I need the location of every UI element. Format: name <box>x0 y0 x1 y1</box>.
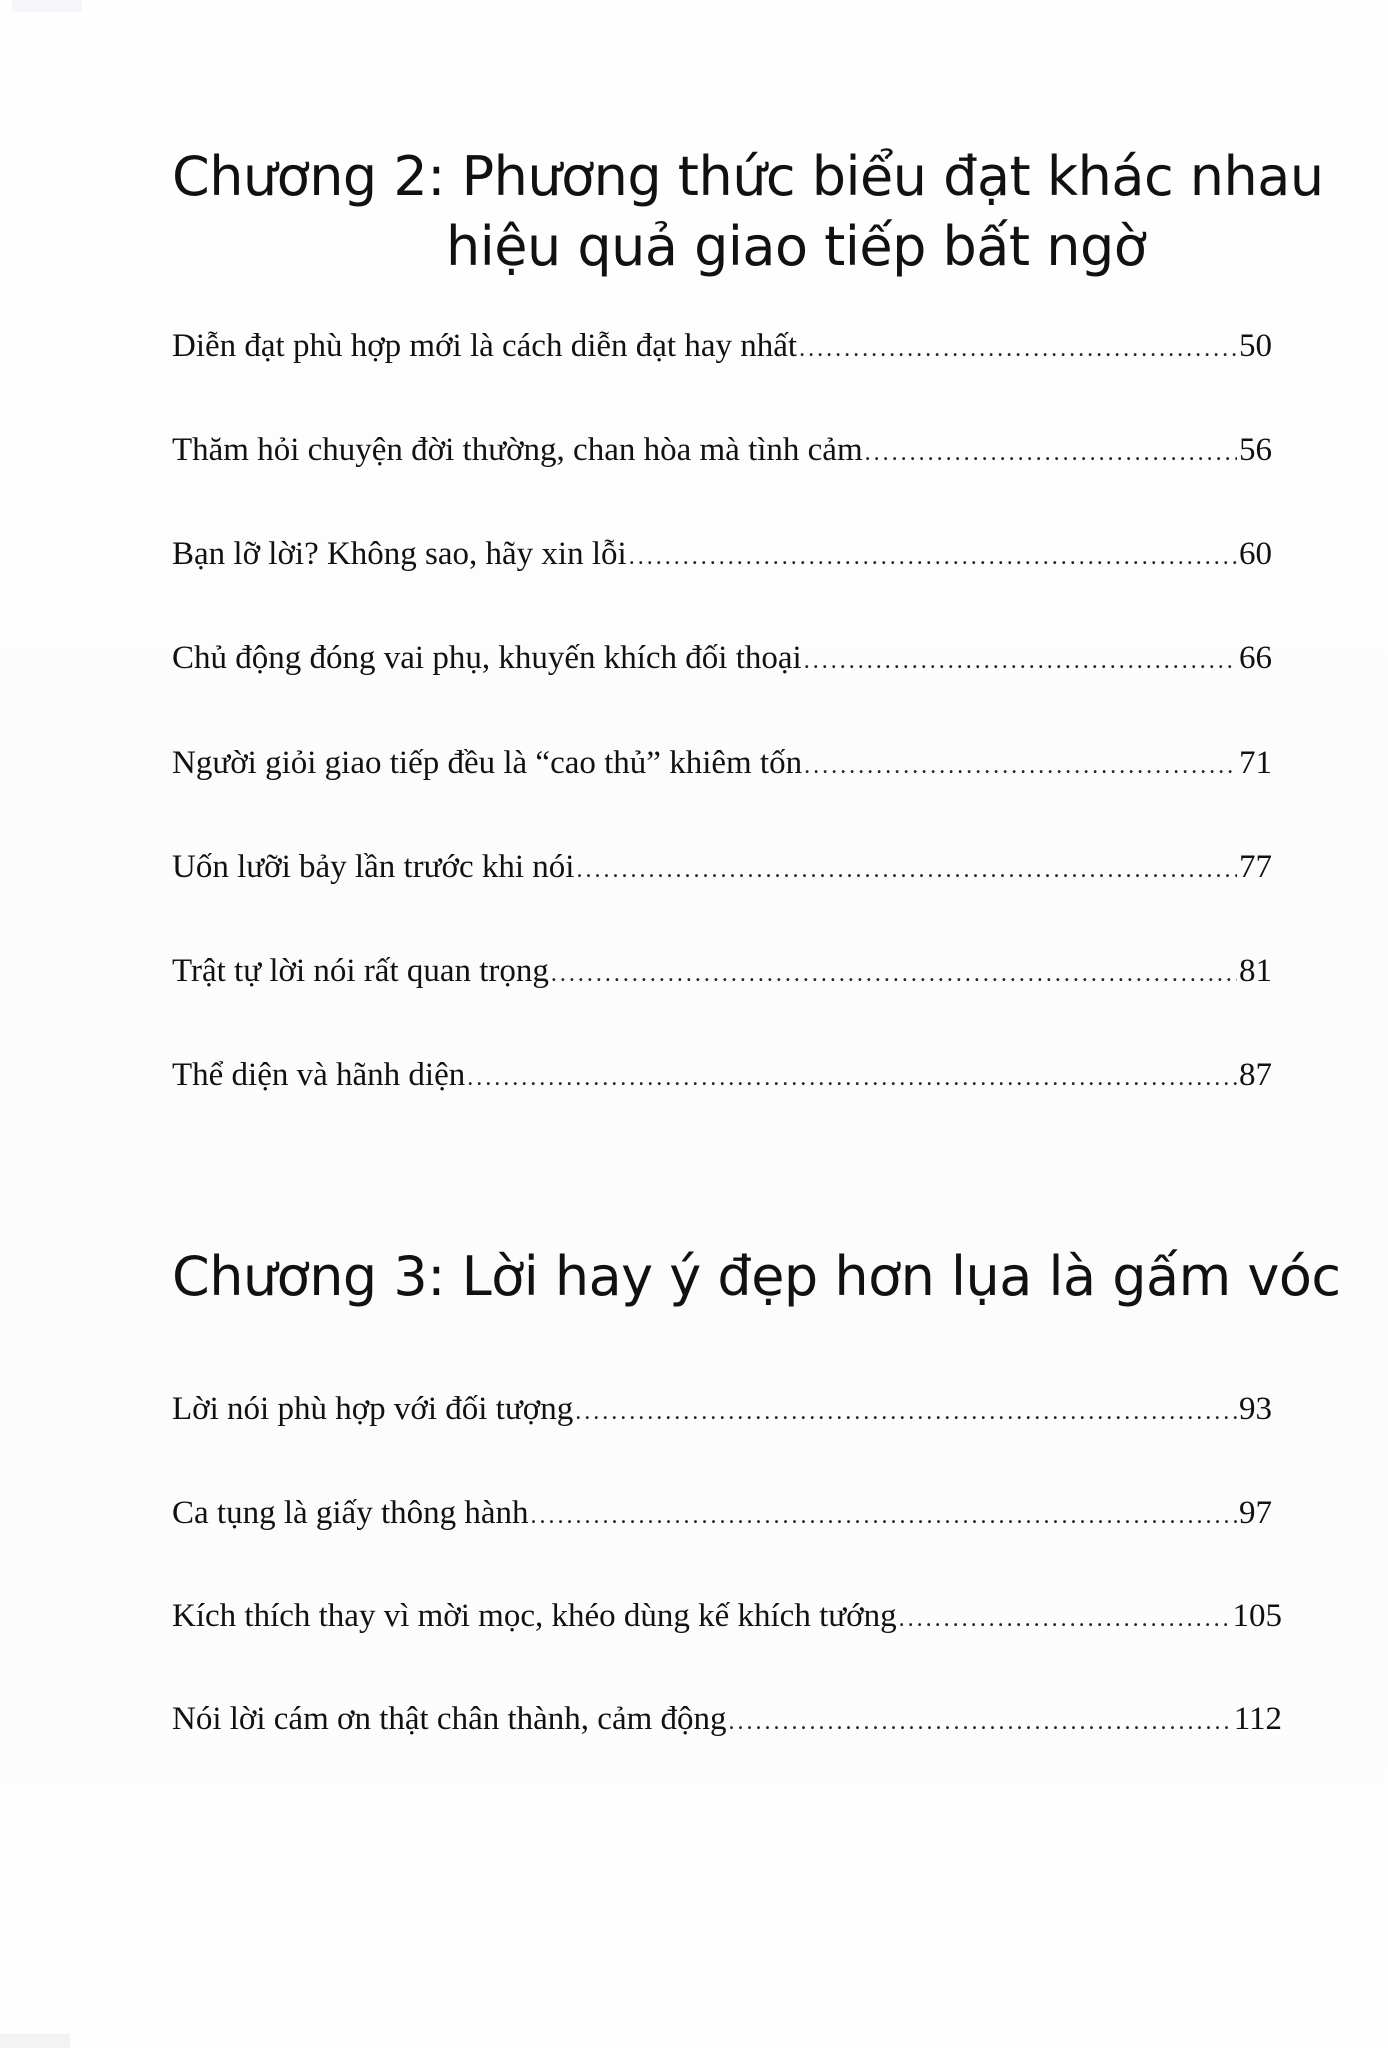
dot-leader <box>899 1605 1231 1634</box>
dot-leader <box>551 960 1237 989</box>
toc-entry[interactable] <box>172 744 1272 784</box>
chapter-3-heading: Chương 3: Lời hay ý đẹp hơn lụa là gấm vóc <box>172 1245 1341 1308</box>
entry-title: Người giỏi giao tiếp đều là “cao thủ” khiêm tốn <box>172 745 803 781</box>
page-number: 66 <box>1239 640 1272 676</box>
toc-entry[interactable] <box>172 848 1272 888</box>
dot-leader <box>865 439 1237 468</box>
toc-entry[interactable] <box>172 1390 1272 1430</box>
dot-leader <box>804 752 1237 781</box>
entry-title: Kích thích thay vì mời mọc, khéo dùng kế khích tướng <box>172 1598 897 1634</box>
page-number: 81 <box>1239 953 1272 989</box>
toc-entry[interactable] <box>172 1056 1272 1096</box>
page-number: 71 <box>1239 745 1272 781</box>
scan-artifact <box>0 2034 70 2048</box>
toc-entry[interactable] <box>172 639 1272 679</box>
toc-entry[interactable] <box>172 1494 1272 1534</box>
dot-leader <box>531 1502 1237 1531</box>
entry-title: Uốn lưỡi bảy lần trước khi nói <box>172 849 575 885</box>
scan-artifact <box>12 0 82 12</box>
entry-title: Thăm hỏi chuyện đời thường, chan hòa mà tình cảm <box>172 432 863 468</box>
dot-leader <box>576 856 1237 885</box>
toc-entry[interactable] <box>172 535 1272 575</box>
dot-leader <box>799 335 1237 364</box>
page-number: 87 <box>1239 1057 1272 1093</box>
dot-leader <box>629 543 1237 572</box>
page-number: 60 <box>1239 536 1272 572</box>
page-number: 112 <box>1233 1701 1282 1737</box>
toc-entry[interactable] <box>172 431 1272 471</box>
entry-title: Thể diện và hãnh diện <box>172 1057 466 1093</box>
chapter-2-subheading: hiệu quả giao tiếp bất ngờ <box>446 215 1147 278</box>
toc-entry[interactable] <box>172 952 1272 992</box>
entry-title: Nói lời cám ơn thật chân thành, cảm động <box>172 1701 727 1737</box>
page-number: 77 <box>1239 849 1272 885</box>
entry-title: Diễn đạt phù hợp mới là cách diễn đạt hay nhất <box>172 328 798 364</box>
dot-leader <box>729 1708 1232 1737</box>
entry-title: Bạn lỡ lời? Không sao, hãy xin lỗi <box>172 536 627 572</box>
page-number: 56 <box>1239 432 1272 468</box>
page-number: 50 <box>1239 328 1272 364</box>
page-number: 105 <box>1232 1598 1282 1634</box>
entry-title: Ca tụng là giấy thông hành <box>172 1495 529 1531</box>
chapter-2-heading: Chương 2: Phương thức biểu đạt khác nhau <box>172 145 1324 208</box>
dot-leader <box>804 647 1237 676</box>
dot-leader <box>467 1064 1237 1093</box>
dot-leader <box>575 1398 1237 1427</box>
page-number: 93 <box>1239 1391 1272 1427</box>
entry-title: Lời nói phù hợp với đối tượng <box>172 1391 574 1427</box>
toc-entry[interactable] <box>172 327 1272 367</box>
toc-entry[interactable] <box>172 1597 1282 1637</box>
entry-title: Chủ động đóng vai phụ, khuyến khích đối thoại <box>172 640 802 676</box>
page-number: 97 <box>1239 1495 1272 1531</box>
toc-entry[interactable] <box>172 1700 1282 1740</box>
entry-title: Trật tự lời nói rất quan trọng <box>172 953 549 989</box>
